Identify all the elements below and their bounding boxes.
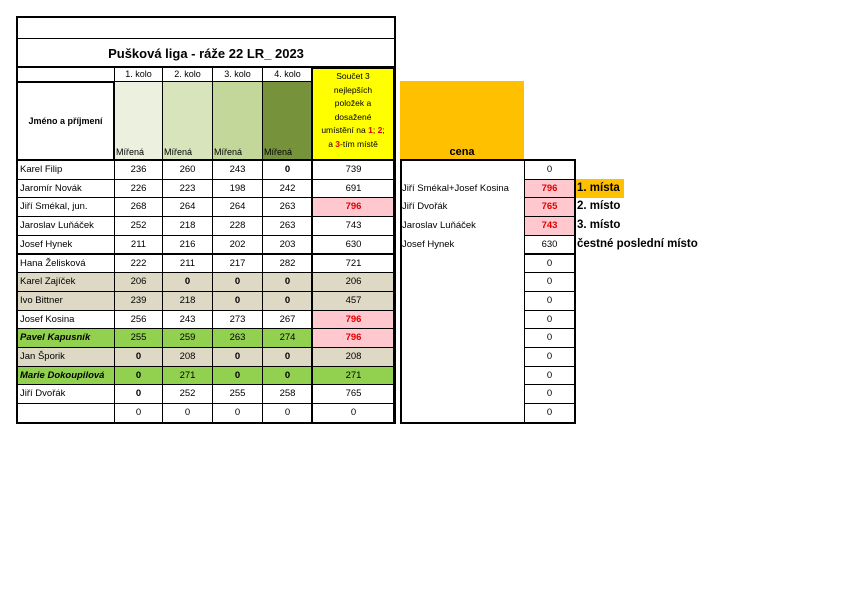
round-score: 263 bbox=[262, 216, 313, 236]
prize-name: Josef Hynek bbox=[402, 238, 455, 250]
sum-total: 206 bbox=[312, 272, 395, 292]
player-name: Jiří Dvořák bbox=[17, 384, 115, 404]
round-score: 255 bbox=[114, 328, 163, 348]
sum-total: 796 bbox=[312, 197, 395, 217]
round-header-2: 2. kolo bbox=[162, 67, 213, 82]
round-header-4: 4. kolo bbox=[262, 67, 313, 82]
table-outline bbox=[16, 16, 396, 424]
sum-total: 721 bbox=[312, 254, 395, 274]
round-score: 268 bbox=[114, 197, 163, 217]
round-score: 0 bbox=[262, 160, 313, 180]
round-score: 273 bbox=[212, 310, 263, 330]
round-header-1: 1. kolo bbox=[114, 67, 163, 82]
player-name: Pavel Kapusník bbox=[17, 328, 115, 348]
sum-header-line-6: a 3-tím místě bbox=[328, 138, 378, 149]
round-score: 208 bbox=[162, 347, 213, 367]
player-name: Hana Želisková bbox=[17, 254, 115, 274]
player-name: Marie Dokoupilová bbox=[17, 366, 115, 386]
prize-value: 765 bbox=[524, 197, 575, 217]
player-name: Josef Hynek bbox=[17, 235, 115, 255]
round-score: 258 bbox=[262, 384, 313, 404]
round-score: 0 bbox=[262, 272, 313, 292]
round-score: 255 bbox=[212, 384, 263, 404]
round-score: 0 bbox=[114, 347, 163, 367]
round-score: 0 bbox=[162, 403, 213, 423]
prize-value: 0 bbox=[524, 310, 575, 330]
prize-value: 0 bbox=[524, 254, 575, 274]
prize-place-label: 1. místa bbox=[575, 179, 624, 199]
round-score: 218 bbox=[162, 291, 213, 311]
round-score: 243 bbox=[162, 310, 213, 330]
prize-value: 0 bbox=[524, 384, 575, 404]
prize-value: 0 bbox=[524, 347, 575, 367]
sum-total: 208 bbox=[312, 347, 395, 367]
prize-value: 0 bbox=[524, 366, 575, 386]
player-name: Josef Kosina bbox=[17, 310, 115, 330]
round-score: 263 bbox=[212, 328, 263, 348]
round-score: 264 bbox=[162, 197, 213, 217]
round-score: 0 bbox=[114, 366, 163, 386]
round-score: 202 bbox=[212, 235, 263, 255]
sum-header-line-1: Součet 3 bbox=[336, 71, 370, 81]
round-score: 0 bbox=[212, 272, 263, 292]
prize-name: Jiří Dvořák bbox=[402, 201, 448, 213]
prize-place-label: 3. místo bbox=[577, 219, 621, 232]
player-name: Karel Filip bbox=[17, 160, 115, 180]
sum-header-line-4: dosažené bbox=[334, 111, 372, 122]
round-score: 211 bbox=[114, 235, 163, 255]
round-score: 264 bbox=[212, 197, 263, 217]
sum-total: 739 bbox=[312, 160, 395, 180]
prize-value: 743 bbox=[524, 216, 575, 236]
prize-header: cena bbox=[449, 145, 475, 158]
round-header-3: 3. kolo bbox=[212, 67, 263, 82]
player-name: Ivo Bittner bbox=[17, 291, 115, 311]
sum-total: 457 bbox=[312, 291, 395, 311]
round-sub-label-3: Mířená bbox=[214, 146, 243, 157]
round-score: 0 bbox=[262, 347, 313, 367]
round-score: 0 bbox=[212, 347, 263, 367]
round-score: 226 bbox=[114, 179, 163, 199]
round-score: 252 bbox=[162, 384, 213, 404]
round-score: 222 bbox=[114, 254, 163, 274]
round-score: 0 bbox=[212, 403, 263, 423]
round-score: 211 bbox=[162, 254, 213, 274]
round-score: 263 bbox=[262, 197, 313, 217]
prize-value: 796 bbox=[524, 179, 575, 199]
sum-header-line-3: položek a bbox=[334, 98, 372, 108]
round-score: 239 bbox=[114, 291, 163, 311]
round-score: 217 bbox=[212, 254, 263, 274]
sum-total: 796 bbox=[312, 310, 395, 330]
player-name: Jan Šporik bbox=[17, 347, 115, 367]
prize-place-label: 2. místo bbox=[577, 200, 621, 213]
prize-value: 0 bbox=[524, 403, 575, 423]
player-name: Karel Zajíček bbox=[17, 272, 115, 292]
round-score: 252 bbox=[114, 216, 163, 236]
round-score: 0 bbox=[262, 366, 313, 386]
round-score: 0 bbox=[162, 272, 213, 292]
prize-place-label: čestné poslední místo bbox=[577, 237, 698, 250]
sheet-title: Pušková liga - ráže 22 LR_ 2023 bbox=[108, 45, 304, 61]
sum-total: 271 bbox=[312, 366, 395, 386]
round-score: 206 bbox=[114, 272, 163, 292]
sum-total: 743 bbox=[312, 216, 395, 236]
sum-total: 691 bbox=[312, 179, 395, 199]
round-score: 0 bbox=[114, 403, 163, 423]
round-score: 236 bbox=[114, 160, 163, 180]
sum-total: 630 bbox=[312, 235, 395, 255]
round-score: 259 bbox=[162, 328, 213, 348]
sum-header-line-2: nejlepších bbox=[333, 84, 373, 95]
round-score: 0 bbox=[114, 384, 163, 404]
sum-header-line-5: umístění na 1; 2; bbox=[321, 125, 385, 135]
round-score: 260 bbox=[162, 160, 213, 180]
round-score: 242 bbox=[262, 179, 313, 199]
sum-total: 796 bbox=[312, 328, 395, 348]
round-score: 243 bbox=[212, 160, 263, 180]
round-score: 0 bbox=[212, 291, 263, 311]
prize-name: Jiří Smékal+Josef Kosina bbox=[402, 182, 509, 194]
prize-value: 0 bbox=[524, 328, 575, 348]
prize-outline bbox=[400, 159, 576, 424]
round-sub-label-2: Mířená bbox=[164, 146, 193, 157]
name-header: Jméno a příjmení bbox=[28, 115, 103, 126]
round-score: 203 bbox=[262, 235, 313, 255]
round-score: 0 bbox=[262, 291, 313, 311]
round-score: 267 bbox=[262, 310, 313, 330]
round-score: 256 bbox=[114, 310, 163, 330]
round-score: 0 bbox=[212, 366, 263, 386]
round-score: 228 bbox=[212, 216, 263, 236]
prize-value: 0 bbox=[524, 272, 575, 292]
player-name: Jiří Smékal, jun. bbox=[17, 197, 115, 217]
round-score: 216 bbox=[162, 235, 213, 255]
prize-value: 0 bbox=[524, 291, 575, 311]
sum-total: 0 bbox=[312, 403, 395, 423]
round-sub-label-1: Mířená bbox=[116, 146, 145, 157]
prize-value: 630 bbox=[524, 235, 575, 255]
round-score: 274 bbox=[262, 328, 313, 348]
player-name: Jaromír Novák bbox=[17, 179, 115, 199]
prize-name: Jaroslav Luňáček bbox=[402, 220, 476, 232]
round-score: 218 bbox=[162, 216, 213, 236]
round-score: 223 bbox=[162, 179, 213, 199]
round-score: 0 bbox=[262, 403, 313, 423]
round-score: 271 bbox=[162, 366, 213, 386]
round-score: 282 bbox=[262, 254, 313, 274]
sum-total: 765 bbox=[312, 384, 395, 404]
prize-value: 0 bbox=[524, 160, 575, 180]
round-score: 198 bbox=[212, 179, 263, 199]
round-sub-label-4: Mířená bbox=[264, 146, 293, 157]
player-name: Jaroslav Luňáček bbox=[17, 216, 115, 236]
